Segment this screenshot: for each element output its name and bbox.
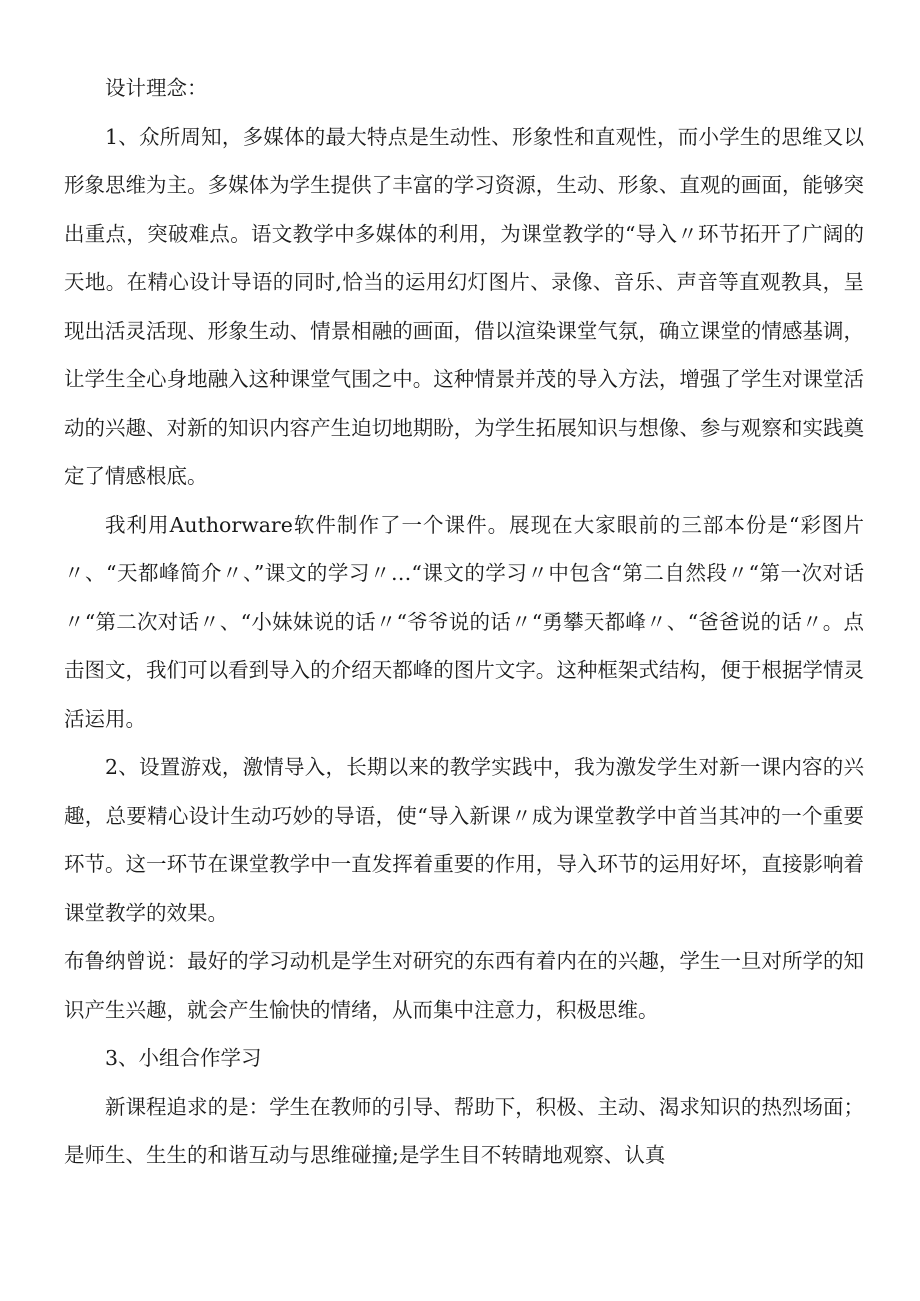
paragraph-multimedia: 1、众所周知，多媒体的最大特点是生动性、形象性和直观性，而小学生的思维又以形象思维为主。多媒体为学生提供了丰富的学习资源，生动、形象、直观的画面，能够突出重点，突破难点。语文教学中多媒体的利用，为课堂教学的“导入〃环节拓开了广阔的天地。在精心设计导语的同时,恰当的运用幻灯图片、录像、音乐、声音等直观教具，呈现出活灵活现、形象生动、情景相融的画面，借以渲染课堂气氛，确立课堂的情感基调，让学生全心身地融入这种课堂气围之中。这种情景并茂的导入方法，增强了学生对课堂活动的兴趣、对新的知识内容产生迫切地期盼，为学生拓展知识与想像、参与观察和实践奠定了情感根底。	[64, 124, 864, 488]
paragraph-group-study-heading: 3、小组合作学习	[105, 1046, 262, 1070]
paragraph-game-intro: 2、设置游戏，激情导入，长期以来的教学实践中，我为激发学生对新一课内容的兴趣，总要精心设计生动巧妙的导语，使“导入新课〃成为课堂教学中首当其冲的一个重要环节。这一环节在课堂教学中一直发挥着重要的作用，导入环节的运用好坏，直接影响着课堂教学的效果。	[64, 755, 864, 925]
section-heading: 设计理念：	[105, 76, 208, 100]
paragraph-new-curriculum: 新课程追求的是：学生在教师的引导、帮助下，积极、主动、渴求知识的热烈场面；是师生、生生的和谐互动与思维碰撞;是学生目不转睛地观察、认真	[64, 1094, 864, 1167]
document-page	[64, 64, 864, 1180]
paragraph-courseware: 我利用Authorware软件制作了一个课件。展现在大家眼前的三部本份是“彩图片〃、“天都峰简介〃、”课文的学习〃…“课文的学习〃中包含“第二自然段〃“第一次对话〃“第二次对话〃、“小妹妹说的话〃“爷爷说的话〃“勇攀天都峰〃、“爸爸说的话〃。点击图文，我们可以看到导入的介绍天都峰的图片文字。这种框架式结构，便于根据学情灵活运用。	[64, 512, 864, 731]
paragraph-bruner-quote: 布鲁纳曾说：最好的学习动机是学生对研究的东西有着内在的兴趣，学生一旦对所学的知识产生兴趣，就会产生愉快的情绪，从而集中注意力，积极思维。	[64, 949, 864, 1022]
